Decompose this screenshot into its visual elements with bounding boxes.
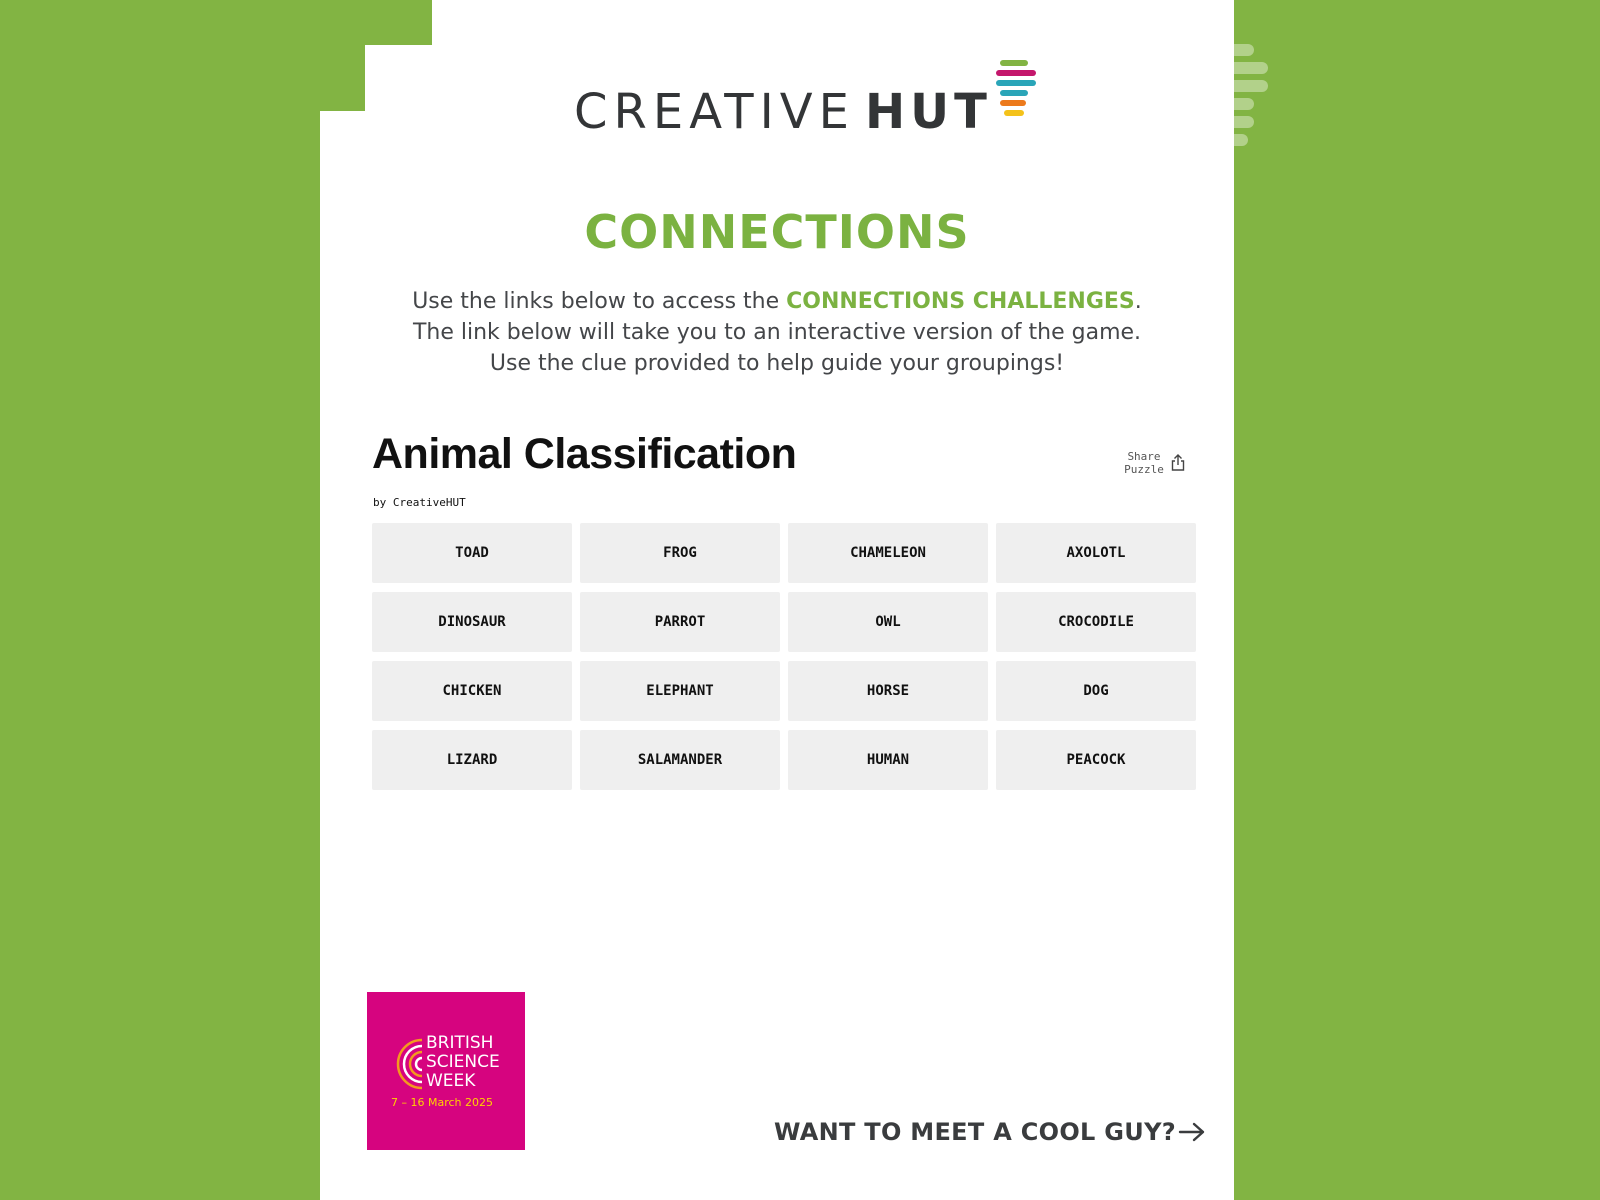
concentric-arcs-icon <box>388 1036 424 1092</box>
logo-word-creative: CREATIVE <box>574 84 855 140</box>
word-tile[interactable]: TOAD <box>372 523 572 583</box>
intro-line-2: The link below will take you to an interactive version of the game. <box>412 320 1142 345</box>
word-tile[interactable]: DINOSAUR <box>372 592 572 652</box>
puzzle-author: by CreativeHUT <box>373 496 466 509</box>
badge-line-science: SCIENCE <box>426 1052 500 1072</box>
word-tile[interactable]: PARROT <box>580 592 780 652</box>
cta-label: WANT TO MEET A COOL GUY? <box>774 1118 1176 1146</box>
word-tile[interactable]: OWL <box>788 592 988 652</box>
puzzle-title: Animal Classification <box>372 430 797 478</box>
side-stripe-decoration <box>1234 44 1274 154</box>
word-tile[interactable]: CHICKEN <box>372 661 572 721</box>
intro-line-3: Use the clue provided to help guide your groupings! <box>489 351 1065 376</box>
arrow-right-icon <box>1178 1120 1206 1144</box>
word-tile[interactable]: HORSE <box>788 661 988 721</box>
connections-challenges-highlight: CONNECTIONS CHALLENGES <box>786 289 1135 314</box>
intro-line-1: Use the links below to access the CONNECTIONS CHALLENGES. <box>412 289 1142 314</box>
word-tile[interactable]: FROG <box>580 523 780 583</box>
share-puzzle-button[interactable] <box>1122 450 1186 476</box>
word-tile[interactable]: AXOLOTL <box>996 523 1196 583</box>
word-tile[interactable]: HUMAN <box>788 730 988 790</box>
poster-page <box>320 0 1234 1200</box>
logo-word-hut: HUT <box>864 84 992 140</box>
share-label-line-1: Share <box>1127 450 1161 463</box>
intro-text <box>320 286 1234 379</box>
word-tile[interactable]: SALAMANDER <box>580 730 780 790</box>
word-tile[interactable]: PEACOCK <box>996 730 1196 790</box>
badge-line-week: WEEK <box>426 1071 476 1091</box>
creative-hut-logo <box>574 58 1038 138</box>
corner-decoration <box>320 0 432 112</box>
word-tile[interactable]: DOG <box>996 661 1196 721</box>
meet-cool-guy-link[interactable] <box>774 1118 1206 1146</box>
word-tile[interactable]: CROCODILE <box>996 592 1196 652</box>
word-tile[interactable]: ELEPHANT <box>580 661 780 721</box>
word-tile[interactable]: LIZARD <box>372 730 572 790</box>
word-tile[interactable]: CHAMELEON <box>788 523 988 583</box>
page-title: CONNECTIONS <box>584 205 970 259</box>
badge-line-british: BRITISH <box>426 1033 494 1053</box>
badge-dates: 7 – 16 March 2025 <box>391 1096 494 1109</box>
share-icon <box>1170 454 1186 472</box>
word-tile-grid <box>372 523 1196 790</box>
british-science-week-badge <box>367 992 525 1150</box>
share-label-line-2: Puzzle <box>1124 463 1164 476</box>
logo-stripes-icon <box>994 60 1038 120</box>
connections-puzzle <box>372 430 1196 802</box>
